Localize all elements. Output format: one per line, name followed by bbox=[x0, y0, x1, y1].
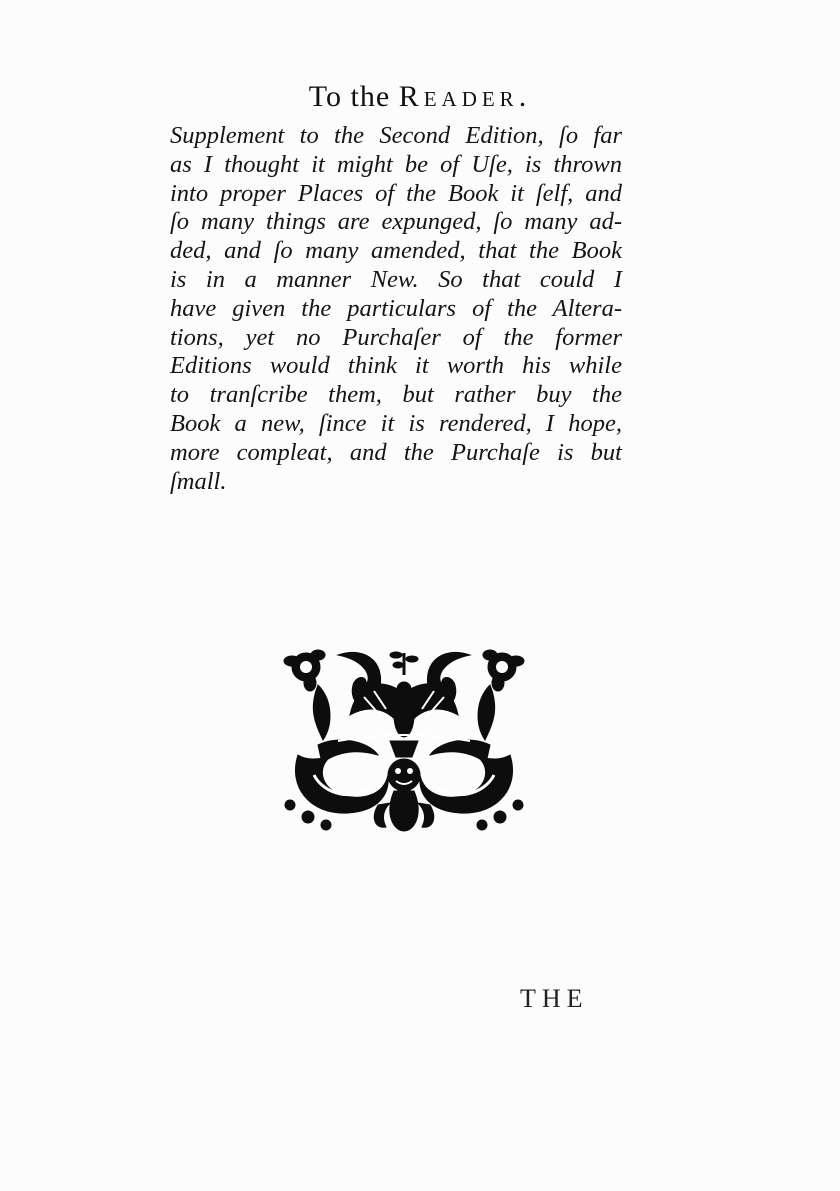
body-line: ſo many things are expunged, ſo many ad- bbox=[170, 208, 622, 236]
body-line: ſmall. bbox=[170, 467, 227, 495]
body-line: Editions would think it worth his while bbox=[170, 352, 622, 380]
body-line: ded, and ſo many amended, that the Book bbox=[170, 237, 622, 265]
body-text bbox=[170, 122, 622, 496]
body-line: into proper Places of the Book it ſelf, and bbox=[170, 179, 622, 207]
body-line: is in a manner New. So that could I bbox=[170, 265, 622, 293]
body-line: as I thought it might be of Uſe, is thrown bbox=[170, 150, 622, 178]
body-line: Book a new, ſince it is rendered, I hope, bbox=[170, 409, 622, 437]
body-line: Supplement to the Second Edition, ſo far bbox=[170, 122, 622, 149]
body-line: tions, yet no Purchaſer of the former bbox=[170, 323, 622, 351]
running-head-reader: Reader. bbox=[398, 80, 532, 113]
body-line: have given the particulars of the Altera- bbox=[170, 294, 622, 322]
eagle-acanthus-ornament-icon bbox=[278, 645, 530, 833]
body-line: to tranſcribe them, but rather buy the bbox=[170, 381, 622, 409]
running-head-prefix: To the bbox=[308, 80, 391, 113]
running-head bbox=[0, 80, 840, 114]
catchword: THE bbox=[520, 984, 589, 1013]
body-line: more compleat, and the Purchaſe is but bbox=[170, 438, 622, 466]
